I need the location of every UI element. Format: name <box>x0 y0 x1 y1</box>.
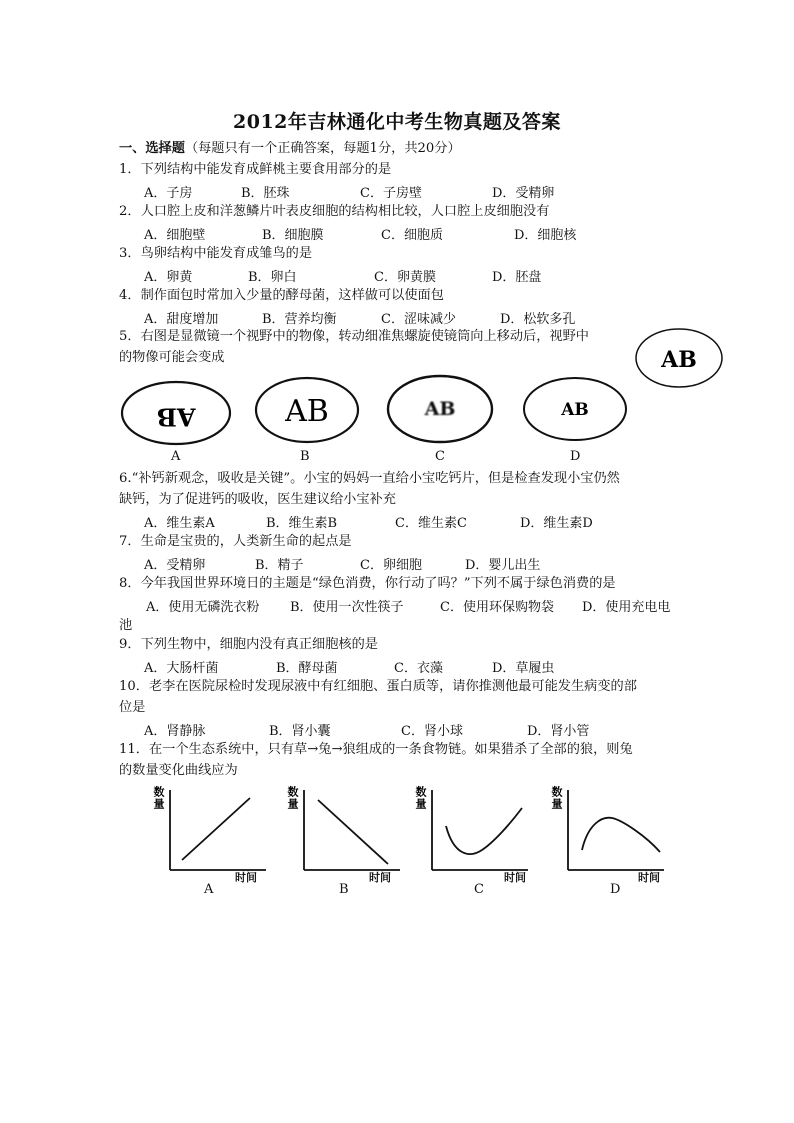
y-axis-label: 数量 <box>414 786 426 810</box>
y-axis-label: 数量 <box>286 786 298 810</box>
view-option-a-label: A <box>171 449 181 464</box>
question-stem: 2．人口腔上皮和洋葱鳞片叶表皮细胞的结构相比较，人口腔上皮细胞没有 <box>119 204 550 219</box>
question-continuation: 池 <box>119 618 133 633</box>
option-c: C．细胞质 <box>381 228 443 243</box>
option-c: C．卵黄膜 <box>374 270 436 285</box>
option-a: A．细胞壁 <box>144 228 206 243</box>
view-option-b <box>254 376 360 444</box>
view-option-d-text: AB <box>561 400 589 420</box>
x-axis-label: 时间 <box>638 872 660 884</box>
option-a: A．受精卵 <box>144 558 206 573</box>
option-d: D．肾小管 <box>527 724 590 739</box>
page-title: 2012年吉林通化中考生物真题及答案 <box>233 111 561 133</box>
option-d: D．胚盘 <box>492 270 542 285</box>
option-a: A．甜度增加 <box>144 312 219 327</box>
curve <box>182 798 250 860</box>
y-axis-label: 数量 <box>550 786 562 810</box>
graph-option-b-label: B <box>339 882 349 897</box>
option-d: D．草履虫 <box>492 661 555 676</box>
view-option-c <box>386 374 494 444</box>
option-a: A．维生素A <box>144 516 215 531</box>
option-a: A．卵黄 <box>144 270 193 285</box>
question-stem-continued: 的物像可能会变成 <box>119 350 225 365</box>
view-option-a <box>120 380 232 446</box>
option-c: C．使用环保购物袋 <box>440 600 554 615</box>
curve <box>582 818 660 852</box>
option-c: C．肾小球 <box>401 724 463 739</box>
graph-option-d <box>548 780 668 880</box>
option-b: B．维生素B <box>266 516 338 531</box>
option-b: B．胚珠 <box>241 186 290 201</box>
option-c: C．子房壁 <box>360 186 422 201</box>
x-axis-label: 时间 <box>369 872 391 884</box>
graph-option-b <box>284 780 404 880</box>
question-stem-continued: 的数量变化曲线应为 <box>119 763 238 778</box>
option-b: B．细胞膜 <box>262 228 324 243</box>
option-b: B．使用一次性筷子 <box>290 600 404 615</box>
question-stem: 8．今年我国世界环境日的主题是“绿色消费，你行动了吗？”下列不属于绿色消费的是 <box>119 576 616 591</box>
reference-view-text: AB <box>661 347 697 373</box>
view-option-d <box>522 376 628 442</box>
view-option-b-label: B <box>300 449 310 464</box>
curve <box>446 808 522 854</box>
option-d: D．受精卵 <box>492 186 555 201</box>
option-d: D．婴儿出生 <box>465 558 541 573</box>
option-a: A．使用无磷洗衣粉 <box>146 600 260 615</box>
option-d: D．使用充电电 <box>582 600 671 615</box>
option-a: A．子房 <box>144 186 193 201</box>
question-stem: 11．在一个生态系统中，只有草→兔→狼组成的一条食物链。如果猎杀了全部的狼，则兔 <box>119 742 633 757</box>
question-stem: 5．右图是显微镜一个视野中的物像，转动细准焦螺旋使镜筒向上移动后，视野中 <box>119 329 589 344</box>
option-a: A．大肠杆菌 <box>144 661 219 676</box>
option-c: C．涩味减少 <box>381 312 456 327</box>
option-c: C．衣藻 <box>394 661 443 676</box>
option-b: B．肾小囊 <box>269 724 331 739</box>
y-axis-label: 数量 <box>152 786 164 810</box>
section-heading-label: 一、选择题 <box>119 141 185 156</box>
curve <box>318 800 388 864</box>
x-axis-label: 时间 <box>504 872 526 884</box>
question-stem: 7．生命是宝贵的，人类新生命的起点是 <box>119 534 352 549</box>
option-b: B．精子 <box>255 558 304 573</box>
option-d: D．细胞核 <box>514 228 577 243</box>
view-option-b-text: AB <box>285 394 329 429</box>
view-option-c-label: C <box>435 449 445 464</box>
option-a: A．肾静脉 <box>144 724 206 739</box>
question-stem-continued: 位是 <box>119 700 146 715</box>
question-stem: 4．制作面包时常加入少量的酵母菌，这样做可以使面包 <box>119 288 444 303</box>
view-option-c-text: AB <box>424 398 456 420</box>
question-stem: 9．下列生物中，细胞内没有真正细胞核的是 <box>119 637 378 652</box>
option-b: B．卵白 <box>248 270 297 285</box>
x-axis-label: 时间 <box>235 872 257 884</box>
option-b: B．酵母菌 <box>276 661 338 676</box>
option-c: C．维生素C <box>395 516 467 531</box>
view-option-a-text: AB <box>156 402 196 432</box>
graph-option-d-label: D <box>610 882 621 897</box>
option-b: B．营养均衡 <box>262 312 337 327</box>
view-option-d-label: D <box>570 449 581 464</box>
option-c: C．卵细胞 <box>360 558 422 573</box>
question-stem: 3．鸟卵结构中能发育成雏鸟的是 <box>119 246 313 261</box>
graph-option-a-label: A <box>204 882 214 897</box>
question-stem: 1．下列结构中能发育成鲜桃主要食用部分的是 <box>119 162 392 177</box>
option-d: D．松软多孔 <box>500 312 576 327</box>
section-heading <box>119 140 461 158</box>
graph-option-c-label: C <box>474 882 484 897</box>
question-stem: 6.“补钙新观念，吸收是关键”。小宝的妈妈一直给小宝吃钙片，但是检查发现小宝仍然 <box>119 471 620 486</box>
question-stem-continued: 缺钙，为了促进钙的吸收，医生建议给小宝补充 <box>119 492 396 507</box>
graph-option-a <box>150 780 270 880</box>
question-stem: 10．老李在医院尿检时发现尿液中有红细胞、蛋白质等，请你推测他最可能发生病变的部 <box>119 679 637 694</box>
reference-view-image <box>634 327 724 389</box>
section-note: （每题只有一个正确答案，每题1分，共20分） <box>184 141 461 156</box>
option-d: D．维生素D <box>520 516 593 531</box>
graph-option-c <box>412 780 532 880</box>
